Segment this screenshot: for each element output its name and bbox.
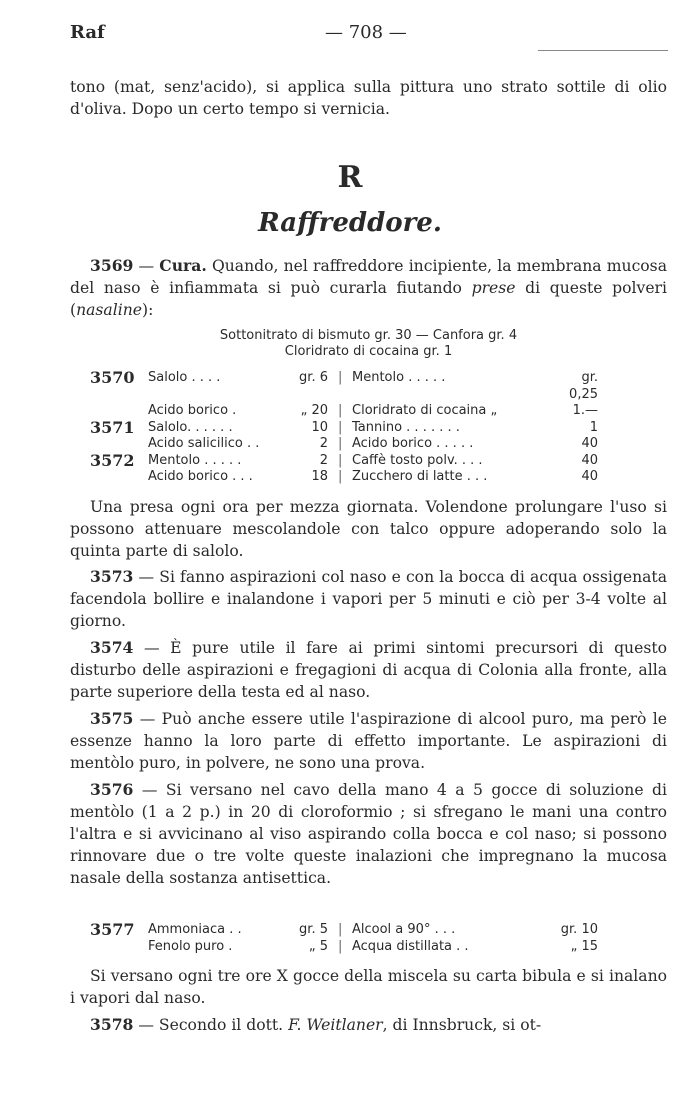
recipe-number: 3572 — [90, 450, 135, 470]
intro-paragraph: tono (mat, senz'acido), si applica sulla pittura uno strato sottile di olio d'oliva. Dopo un certo tempo si vernicia. — [70, 78, 667, 118]
table-row: Acido salicilico . . 2 | Acido borico . . . . . 40 — [148, 436, 598, 451]
recipes-table-wrap — [90, 370, 598, 486]
paragraph-3578: 3578 — Secondo il dott. F. Weitlaner, di Innsbruck, si ot- — [90, 1015, 542, 1034]
recipe-number: 3571 — [90, 417, 135, 437]
table-row: Acido borico . . . 18 | Zucchero di latte . . . 40 — [148, 469, 598, 484]
table-row: 3577 Ammoniaca . . gr. 5 | Alcool a 90° . . . gr. 10 — [90, 922, 598, 939]
paragraph-3576: 3576 — Si versano nel cavo della mano 4 a 5 gocce di soluzione di mentòlo (1 a 2 p.) in 20 di cloroformio ; si sfregano le mani una contro l'altra e si avvicinano al viso aspirando colla bocca e col naso; si possono rinnovare due o tre volte queste inalazioni che impregnano la mucosa nasale della sostanza antisettica. — [70, 780, 667, 887]
section-title: Raffreddore. — [258, 208, 442, 238]
paragraph-number: 3576 — [90, 780, 134, 799]
paragraph-label: Cura. — [159, 256, 207, 275]
paragraph-number: 3575 — [90, 709, 134, 728]
recipes-table — [90, 370, 598, 486]
page-header — [70, 22, 670, 46]
table-row: Fenolo puro . „ 5 | Acqua distillata . . „ 15 — [148, 938, 598, 954]
recipe-number: 3577 — [90, 920, 135, 939]
section-letter: R — [337, 160, 363, 195]
paragraph-si-versano: Si versano ogni tre ore X gocce della miscela su carta bibula e si inalano i vapori dal naso. — [70, 967, 667, 1007]
paragraph-number: 3573 — [90, 567, 134, 586]
recipe-3577-wrap — [90, 922, 598, 955]
paragraph-number: 3569 — [90, 256, 134, 275]
page-number: — 708 — — [325, 22, 407, 43]
paragraph-una: Una presa ogni ora per mezza giornata. Volendone prolungare l'uso si possono attenuare mescolandole con talco oppure adoperando solo la quinta parte di salolo. — [70, 498, 667, 560]
header-rule — [538, 50, 668, 51]
paragraph-number: 3578 — [90, 1015, 134, 1034]
formula-3569: Sottonitrato di bismuto gr. 30 — Canfora gr. 4 Cloridrato di cocaina gr. 1 — [219, 328, 518, 359]
table-row: 3572 Mentolo . . . . . 2 | Caffè tosto polv. . . . 40 — [90, 453, 598, 470]
paragraph-3573: 3573 — Si fanno aspirazioni col naso e con la bocca di acqua ossigenata facendola bollire e inalandone i vapori per 5 minuti e ciò per 3-4 volte al giorno. — [70, 567, 667, 630]
paragraph-3574: 3574 — È pure utile il fare ai primi sintomi precursori di questo disturbo delle aspirazioni e fregagioni di acqua di Colonia alla fronte, alla parte superiore della testa ed al naso. — [70, 638, 667, 701]
paragraph-3569: 3569 — Cura. Quando, nel raffreddore incipiente, la membrana mucosa del naso è infiammata si può curarla fiutando prese di queste polveri (nasaline): — [70, 256, 667, 319]
running-head: Raf — [70, 22, 105, 43]
paragraph-number: 3574 — [90, 638, 134, 657]
table-row: Acido borico . „ 20 | Cloridrato di cocaina „ 1.— — [148, 403, 598, 418]
table-row: 3571 Salolo. . . . . . 10 | Tannino . . . . . . . 1 — [90, 420, 598, 437]
recipe-number: 3570 — [90, 368, 135, 387]
table-row: 3570 Salolo . . . . gr. 6 | Mentolo . . . . . gr. 0,25 — [90, 370, 598, 403]
paragraph-3575: 3575 — Può anche essere utile l'aspirazione di alcool puro, ma però le essenze hanno la loro parte di effetto importante. Le aspirazioni di mentòlo puro, in polvere, ne sono una prova. — [70, 709, 667, 772]
recipe-3577-table — [90, 922, 598, 955]
